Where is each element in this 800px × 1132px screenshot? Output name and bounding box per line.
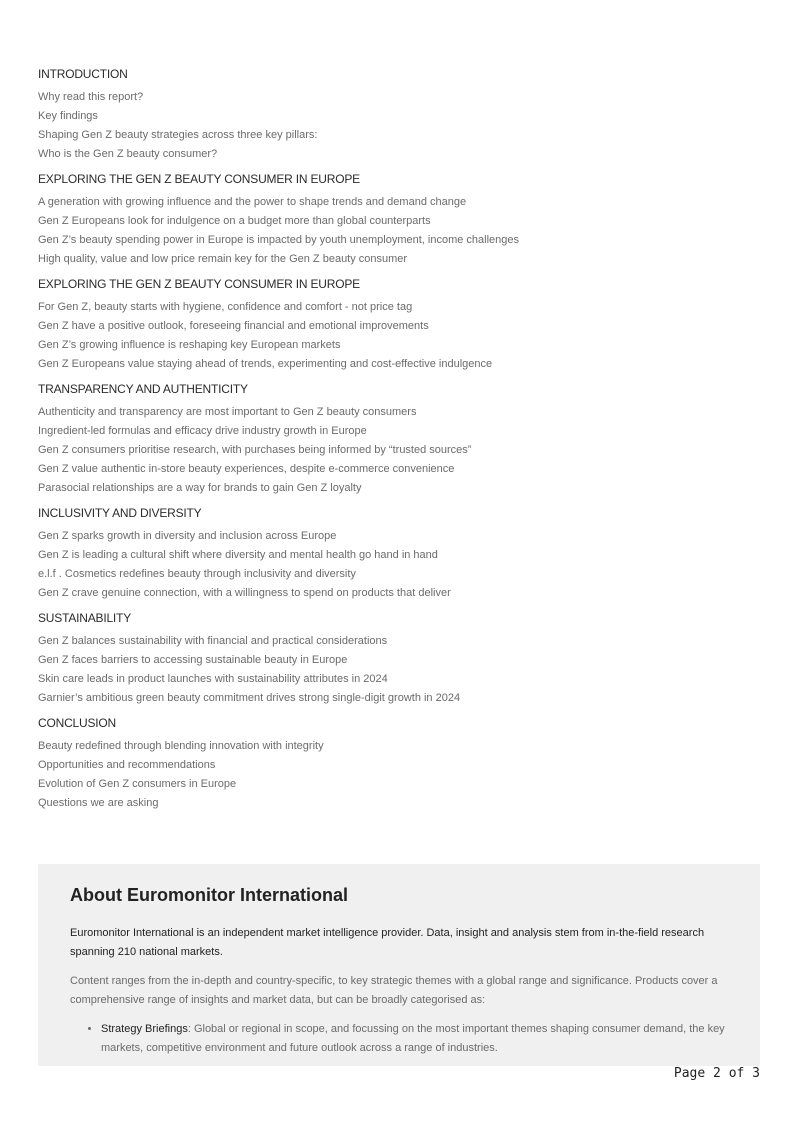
- about-box: [38, 864, 760, 1066]
- toc-item: Gen Z sparks growth in diversity and inclusion across Europe: [38, 530, 337, 542]
- toc-item: Gen Z’s growing influence is reshaping key European markets: [38, 339, 341, 351]
- toc-item: Gen Z Europeans value staying ahead of trends, experimenting and cost-effective indulgence: [38, 358, 493, 370]
- section-heading: INCLUSIVITY AND DIVERSITY: [38, 506, 202, 520]
- toc-item: Questions we are asking: [38, 797, 159, 809]
- toc-item: Garnier’s ambitious green beauty commitment drives strong single-digit growth in 2024: [38, 692, 461, 704]
- toc-section: [38, 381, 760, 498]
- toc-item: A generation with growing influence and the power to shape trends and demand change: [38, 196, 467, 208]
- toc-item: Who is the Gen Z beauty consumer?: [38, 148, 218, 160]
- toc-section: [38, 505, 760, 603]
- toc-section: [38, 276, 760, 374]
- section-heading: INTRODUCTION: [38, 67, 128, 81]
- toc-section: [38, 66, 760, 164]
- toc-item: High quality, value and low price remain key for the Gen Z beauty consumer: [38, 253, 408, 265]
- toc-item: e.l.f . Cosmetics redefines beauty through inclusivity and diversity: [38, 568, 356, 580]
- bullet-text: : Global or regional in scope, and focussing on the most important themes shaping consumer demand, the key markets, competitive environment and future outlook across a range of industries.: [101, 1023, 725, 1054]
- toc-item: Gen Z value authentic in-store beauty experiences, despite e-commerce convenience: [38, 463, 455, 475]
- toc-item: Why read this report?: [38, 91, 144, 103]
- bullet-term: Strategy Briefings: [101, 1023, 188, 1035]
- toc-item: Authenticity and transparency are most important to Gen Z beauty consumers: [38, 406, 417, 418]
- section-heading: EXPLORING THE GEN Z BEAUTY CONSUMER IN EUROPE: [38, 172, 360, 186]
- toc-item: Shaping Gen Z beauty strategies across three key pillars:: [38, 129, 318, 141]
- toc-item: Gen Z is leading a cultural shift where diversity and mental health go hand in hand: [38, 549, 438, 561]
- table-of-contents: [38, 66, 760, 820]
- toc-item: Gen Z consumers prioritise research, with purchases being informed by “trusted sources”: [38, 444, 472, 456]
- section-heading: TRANSPARENCY AND AUTHENTICITY: [38, 382, 248, 396]
- about-bullet-list: [70, 1020, 728, 1058]
- toc-item: Gen Z faces barriers to accessing sustainable beauty in Europe: [38, 654, 348, 666]
- about-bullet-item: [101, 1020, 728, 1058]
- toc-item: Evolution of Gen Z consumers in Europe: [38, 778, 237, 790]
- toc-item: Gen Z Europeans look for indulgence on a budget more than global counterparts: [38, 215, 431, 227]
- toc-item: Skin care leads in product launches with sustainability attributes in 2024: [38, 673, 388, 685]
- toc-item: Opportunities and recommendations: [38, 759, 216, 771]
- toc-item: Key findings: [38, 110, 98, 122]
- toc-item: Parasocial relationships are a way for brands to gain Gen Z loyalty: [38, 482, 362, 494]
- toc-item: Gen Z’s beauty spending power in Europe is impacted by youth unemployment, income challenges: [38, 234, 520, 246]
- section-heading: EXPLORING THE GEN Z BEAUTY CONSUMER IN EUROPE: [38, 277, 360, 291]
- toc-item: Gen Z balances sustainability with financial and practical considerations: [38, 635, 388, 647]
- about-title: About Euromonitor International: [70, 885, 348, 905]
- section-heading: SUSTAINABILITY: [38, 611, 132, 625]
- toc-item: Beauty redefined through blending innovation with integrity: [38, 740, 324, 752]
- page-number: Page 2 of 3: [673, 1066, 760, 1081]
- section-heading: CONCLUSION: [38, 716, 117, 730]
- about-intro: Euromonitor International is an independent market intelligence provider. Data, insight and analysis stem from in-the-field research spanning 210 national markets.: [70, 927, 705, 958]
- toc-item: For Gen Z, beauty starts with hygiene, confidence and comfort - not price tag: [38, 301, 413, 313]
- toc-section: [38, 610, 760, 708]
- toc-item: Gen Z have a positive outlook, foreseeing financial and emotional improvements: [38, 320, 429, 332]
- toc-item: Ingredient-led formulas and efficacy drive industry growth in Europe: [38, 425, 367, 437]
- toc-section: [38, 715, 760, 813]
- about-content-description: Content ranges from the in-depth and country-specific, to key strategic themes with a global range and significance. Products cover a comprehensive range of insights and market data, but can be broadly categorised as:: [70, 975, 718, 1006]
- toc-item: Gen Z crave genuine connection, with a willingness to spend on products that deliver: [38, 587, 451, 599]
- toc-section: [38, 171, 760, 269]
